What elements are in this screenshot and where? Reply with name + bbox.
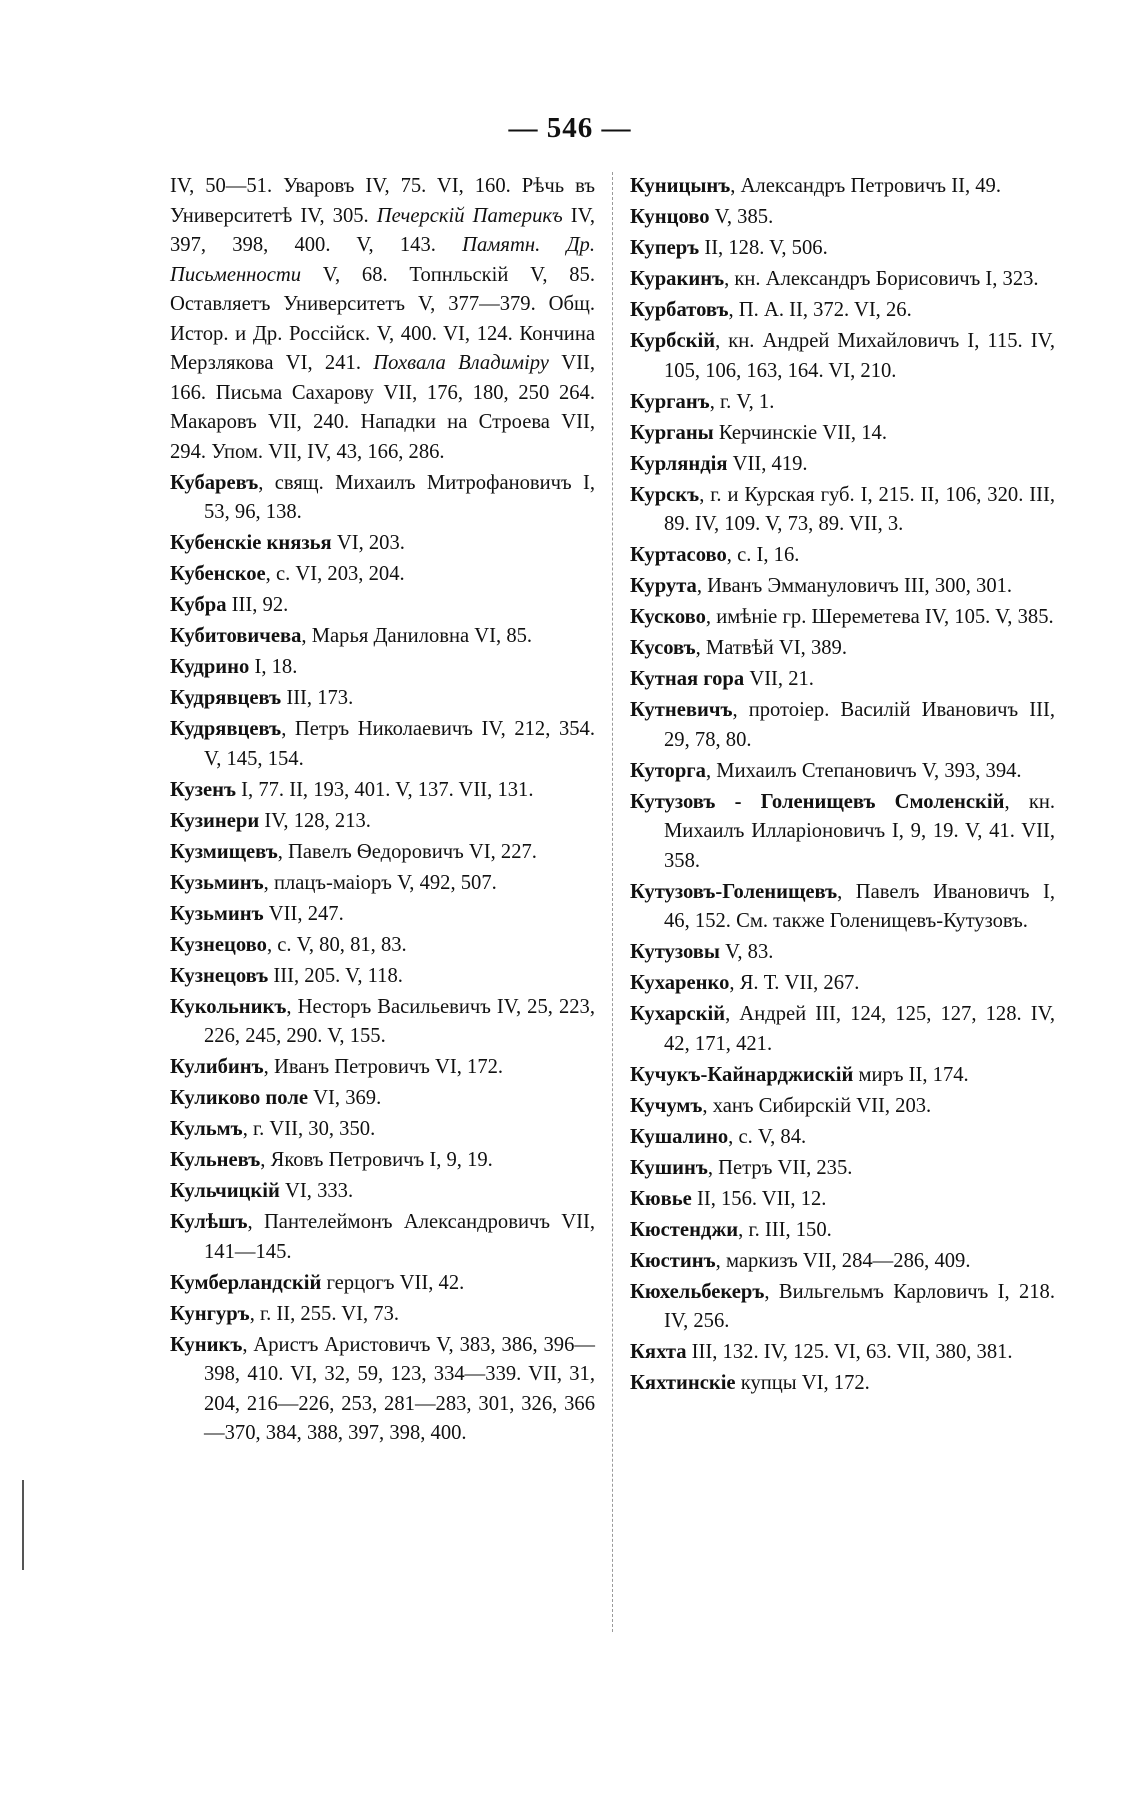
- entry-headword: Кулибинъ: [170, 1056, 264, 1078]
- index-entry: [630, 1000, 1055, 1059]
- index-entry: [170, 684, 595, 714]
- entry-headword: Кутузовъ-Голенищевъ: [630, 880, 838, 903]
- entry-references: III, 132. IV, 125. VI, 63. VII, 380, 381.: [686, 1341, 1013, 1363]
- entry-headword: Курганы: [630, 421, 714, 444]
- index-entry: [170, 172, 595, 467]
- entry-references: I, 77. II, 193, 401. V, 137. VII, 131.: [236, 778, 534, 801]
- entry-headword: Кузинери: [170, 809, 260, 832]
- page-number: — 546 —: [508, 112, 632, 144]
- entry-headword: Куперъ: [630, 237, 700, 259]
- entry-references: , Яковъ Петровичъ I, 9, 19.: [260, 1149, 493, 1171]
- entry-text: IV, 397, 398, 400. V, 143.: [170, 204, 595, 256]
- entry-headword: Куликово поле: [170, 1087, 309, 1109]
- index-entry: [170, 560, 595, 590]
- index-entry: [630, 665, 1055, 695]
- entry-references: , Павелъ Ивановичъ I, 46, 152. См. также Голенищевъ-Кутузовъ.: [664, 880, 1055, 932]
- entry-references: V, 83.: [720, 941, 774, 963]
- entry-references: V, 385.: [709, 206, 774, 228]
- entry-references: VI, 203.: [331, 532, 405, 554]
- index-entry: [170, 1177, 595, 1207]
- index-entry: [170, 469, 595, 528]
- entry-references: III, 173.: [281, 687, 354, 709]
- index-entry: [630, 603, 1055, 633]
- index-entry: [630, 878, 1055, 937]
- index-entry: [630, 1185, 1055, 1215]
- index-entry: [170, 1115, 595, 1145]
- entry-headword: Кудрино: [170, 656, 250, 678]
- index-entry: [170, 962, 595, 992]
- entry-references: , г. III, 150.: [738, 1218, 832, 1241]
- index-entry: [630, 327, 1055, 386]
- entry-headword: Куницынъ: [630, 175, 731, 197]
- entry-headword: Кубаревъ: [170, 471, 259, 494]
- entry-headword: Курута: [630, 575, 697, 597]
- entry-references: II, 156. VII, 12.: [691, 1187, 827, 1210]
- index-entry: [170, 1208, 595, 1267]
- entry-references: , кн. Михаилъ Илларіоновичъ I, 9, 19. V, 41. VII, 358.: [664, 790, 1055, 872]
- index-entry: [170, 1331, 595, 1449]
- entry-references: , г. VII, 30, 350.: [242, 1118, 376, 1140]
- entry-references: , Матвѣй VI, 389.: [695, 637, 847, 659]
- entry-headword: Куртаcово: [630, 544, 727, 566]
- index-entry: [630, 1247, 1055, 1277]
- entry-references: , Пантелеймонъ Александровичъ VII, 141—145.: [204, 1211, 595, 1263]
- entry-headword: Кукольникъ: [170, 995, 287, 1018]
- index-entry: [170, 529, 595, 559]
- entry-headword: Кузенъ: [170, 778, 237, 801]
- entry-headword: Кюстинъ: [630, 1249, 716, 1272]
- entry-references: миръ II, 174.: [853, 1063, 969, 1086]
- entry-headword: Кусково: [630, 606, 706, 628]
- entry-headword: Курганъ: [630, 390, 710, 413]
- index-entry: [630, 419, 1055, 449]
- entry-references: купцы VI, 172.: [735, 1372, 870, 1394]
- entry-references: VII, 247.: [263, 902, 344, 925]
- entry-references: , Иванъ Петровичъ VI, 172.: [263, 1056, 504, 1078]
- index-column-right: [630, 172, 1055, 1400]
- entry-references: VI, 333.: [279, 1180, 354, 1202]
- index-entry: [630, 481, 1055, 540]
- entry-references: , маркизъ VII, 284—286, 409.: [715, 1249, 971, 1272]
- entry-references: , Я. Т. VII, 267.: [729, 972, 860, 994]
- index-entry: [170, 776, 595, 806]
- entry-references: , Александръ Петровичъ II, 49.: [730, 175, 1001, 197]
- entry-headword: Куракинъ: [630, 268, 725, 290]
- index-entry: [630, 1278, 1055, 1337]
- entry-headword: Кузнецовъ: [170, 964, 269, 987]
- index-entry: [630, 1154, 1055, 1184]
- index-entry: [170, 1084, 595, 1114]
- entry-headword: Кювье: [630, 1187, 692, 1210]
- entry-references: I, 18.: [249, 656, 298, 678]
- index-entry: [630, 265, 1055, 295]
- index-entry: [170, 869, 595, 899]
- index-entry: [170, 1269, 595, 1299]
- entry-headword: Кучумъ: [630, 1094, 703, 1117]
- entry-headword: Куторга: [630, 759, 706, 782]
- entry-headword: Кульневъ: [170, 1149, 261, 1171]
- entry-references: , Марья Даниловна VI, 85.: [301, 625, 533, 647]
- index-entry: [630, 1061, 1055, 1091]
- entry-references: , с. VI, 203, 204.: [265, 563, 405, 585]
- index-entry: [630, 696, 1055, 755]
- entry-headword: Кудрявцевъ: [170, 687, 282, 709]
- entry-text: IV, 50—51. Уваровъ IV, 75. VI, 160. Рѣчь въ Университетѣ IV, 305.: [170, 175, 595, 227]
- index-entry: [630, 938, 1055, 968]
- entry-headword: Кутная гора: [630, 668, 745, 690]
- entry-headword: Кузнецово: [170, 933, 267, 956]
- entry-references: , Павелъ Ѳедоровичъ VI, 227.: [277, 840, 537, 863]
- index-entry: [170, 900, 595, 930]
- column-divider: [612, 172, 613, 1632]
- entry-italic-title: Похвала Владиміру: [373, 352, 549, 374]
- index-entry: [170, 807, 595, 837]
- entry-references: , Вильгельмъ Карловичъ I, 218. IV, 256.: [664, 1280, 1055, 1332]
- entry-headword: Курбатовъ: [630, 299, 729, 321]
- index-entry: [630, 172, 1055, 202]
- entry-italic-title: Печерскій Патерикъ: [376, 204, 563, 227]
- entry-references: , с. I, 16.: [726, 544, 800, 566]
- entry-headword: Курляндія: [630, 452, 728, 475]
- entry-headword: Кутузовъ - Голенищевъ Смоленскій: [630, 790, 1005, 813]
- entry-references: , г. V, 1.: [709, 390, 775, 413]
- entry-references: , Несторъ Васильевичъ IV, 25, 223, 226, 245, 290. V, 155.: [204, 995, 595, 1047]
- entry-references: , Аристъ Аристовичъ V, 383, 386, 396—398, 410. VI, 32, 59, 123, 334—339. VII, 31, 204, 216—226, 253, 281—283, 301, 326, 366—370, 384, 388, 397, 398, 400.: [204, 1333, 595, 1444]
- index-entry: [630, 203, 1055, 233]
- entry-headword: Кумберландскій: [170, 1271, 322, 1294]
- entry-text: V, 68. Топнльскій V, 85. Оставляетъ Университетъ V, 377—379. Общ. Истор. и Др. Россійск. V, 400. VI, 124. Кончина Мерзлякова VI, 241.: [170, 263, 595, 374]
- entry-references: VII, 21.: [744, 668, 814, 690]
- entry-references: , ханъ Сибирскій VII, 203.: [702, 1094, 932, 1117]
- entry-headword: Кудрявцевъ: [170, 718, 282, 740]
- entry-references: Керчинскіе VII, 14.: [713, 421, 887, 444]
- entry-references: , протоіер. Василій Ивановичъ III, 29, 78, 80.: [664, 699, 1055, 751]
- entry-references: IV, 128, 213.: [259, 809, 371, 832]
- entry-headword: Кульмъ: [170, 1118, 243, 1140]
- entry-headword: Кутневичъ: [630, 699, 733, 721]
- entry-references: , имѣніе гр. Шереметева IV, 105. V, 385.: [705, 606, 1054, 628]
- index-entry: [630, 234, 1055, 264]
- index-entry: [630, 757, 1055, 787]
- index-entry: [630, 296, 1055, 326]
- entry-references: , Петръ Николаевичъ IV, 212, 354. V, 145, 154.: [204, 718, 595, 770]
- entry-headword: Кузьминъ: [170, 902, 264, 925]
- entry-headword: Кубенское: [170, 563, 266, 585]
- entry-headword: Кушалино: [630, 1125, 729, 1148]
- index-entry: [630, 1216, 1055, 1246]
- entry-references: , свящ. Михаилъ Митрофановичъ I, 53, 96, 138.: [204, 471, 595, 523]
- entry-headword: Курскъ: [630, 483, 700, 506]
- entry-headword: Кяхтинскіе: [630, 1372, 736, 1394]
- index-entry: [630, 1092, 1055, 1122]
- entry-headword: Кулѣшъ: [170, 1211, 248, 1233]
- entry-references: , П. А. II, 372. VI, 26.: [728, 299, 912, 321]
- index-entry: [630, 1338, 1055, 1368]
- entry-headword: Кюстенджи: [630, 1218, 739, 1241]
- entry-headword: Кутузовы: [630, 941, 720, 963]
- entry-headword: Кухаренко: [630, 972, 730, 994]
- index-entry: [630, 1123, 1055, 1153]
- entry-headword: Кусовъ: [630, 637, 696, 659]
- entry-headword: Куникъ: [170, 1333, 243, 1356]
- index-entry: [630, 1369, 1055, 1399]
- index-entry: [630, 388, 1055, 418]
- entry-references: III, 205. V, 118.: [268, 964, 403, 987]
- index-entry: [170, 838, 595, 868]
- entry-text: VII, 166. Письма Сахарову VII, 176, 180, 250 264. Макаровъ VII, 240. Нападки на Строева VII, 294. Упом. VII, IV, 43, 166, 286.: [170, 352, 595, 463]
- index-entry: [170, 715, 595, 774]
- entry-references: , кн. Александръ Борисовичъ I, 323.: [724, 268, 1039, 290]
- entry-references: , с. V, 84.: [728, 1125, 807, 1148]
- entry-references: , Михаилъ Степановичъ V, 393, 394.: [705, 759, 1022, 782]
- entry-references: , Андрей III, 124, 125, 127, 128. IV, 42, 171, 421.: [664, 1003, 1055, 1055]
- index-column-left: [170, 172, 595, 1450]
- index-entry: [630, 572, 1055, 602]
- entry-headword: Кульчицкій: [170, 1180, 280, 1202]
- index-entry: [630, 541, 1055, 571]
- entry-headword: Кюхельбекеръ: [630, 1280, 765, 1303]
- entry-references: , Иванъ Эммануловичъ III, 300, 301.: [696, 575, 1013, 597]
- index-entry: [170, 1300, 595, 1330]
- entry-headword: Кунцово: [630, 206, 710, 228]
- index-entry: [630, 788, 1055, 877]
- index-entry: [170, 653, 595, 683]
- entry-references: VII, 419.: [727, 452, 808, 475]
- entry-headword: Кузьминъ: [170, 871, 264, 894]
- entry-references: , с. V, 80, 81, 83.: [266, 933, 407, 956]
- index-entry: [170, 591, 595, 621]
- entry-references: VI, 369.: [308, 1087, 382, 1109]
- entry-references: , г. и Курская губ. I, 215. II, 106, 320. III, 89. IV, 109. V, 73, 89. VII, 3.: [664, 483, 1055, 535]
- entry-headword: Кузмищевъ: [170, 840, 278, 863]
- entry-references: , г. II, 255. VI, 73.: [249, 1302, 400, 1325]
- entry-headword: Курбскій: [630, 330, 716, 352]
- entry-headword: Кучукъ-Кайнарджискій: [630, 1063, 854, 1086]
- index-entry: [170, 931, 595, 961]
- index-entry: [170, 993, 595, 1052]
- index-entry: [630, 450, 1055, 480]
- margin-mark: [22, 1480, 24, 1570]
- entry-headword: Кубитовичева: [170, 625, 302, 647]
- index-entry: [170, 1053, 595, 1083]
- index-entry: [630, 634, 1055, 664]
- entry-references: III, 92.: [226, 594, 289, 616]
- entry-headword: Кунгуръ: [170, 1302, 250, 1325]
- entry-headword: Кушинъ: [630, 1156, 708, 1179]
- entry-references: , кн. Андрей Михайловичъ I, 115. IV, 105, 106, 163, 164. VI, 210.: [664, 330, 1055, 382]
- entry-references: герцогъ VII, 42.: [321, 1271, 465, 1294]
- entry-headword: Кухарскій: [630, 1003, 726, 1025]
- entry-references: , Петръ VII, 235.: [707, 1156, 853, 1179]
- index-entry: [170, 1146, 595, 1176]
- entry-references: , плацъ-маіоръ V, 492, 507.: [263, 871, 497, 894]
- entry-headword: Кубра: [170, 594, 227, 616]
- entry-headword: Кубенскіе князья: [170, 532, 332, 554]
- entry-italic-title: Памятн. Др. Письменности: [170, 234, 595, 286]
- entry-references: II, 128. V, 506.: [699, 237, 828, 259]
- entry-headword: Кяхта: [630, 1341, 687, 1363]
- index-entry: [170, 622, 595, 652]
- index-entry: [630, 969, 1055, 999]
